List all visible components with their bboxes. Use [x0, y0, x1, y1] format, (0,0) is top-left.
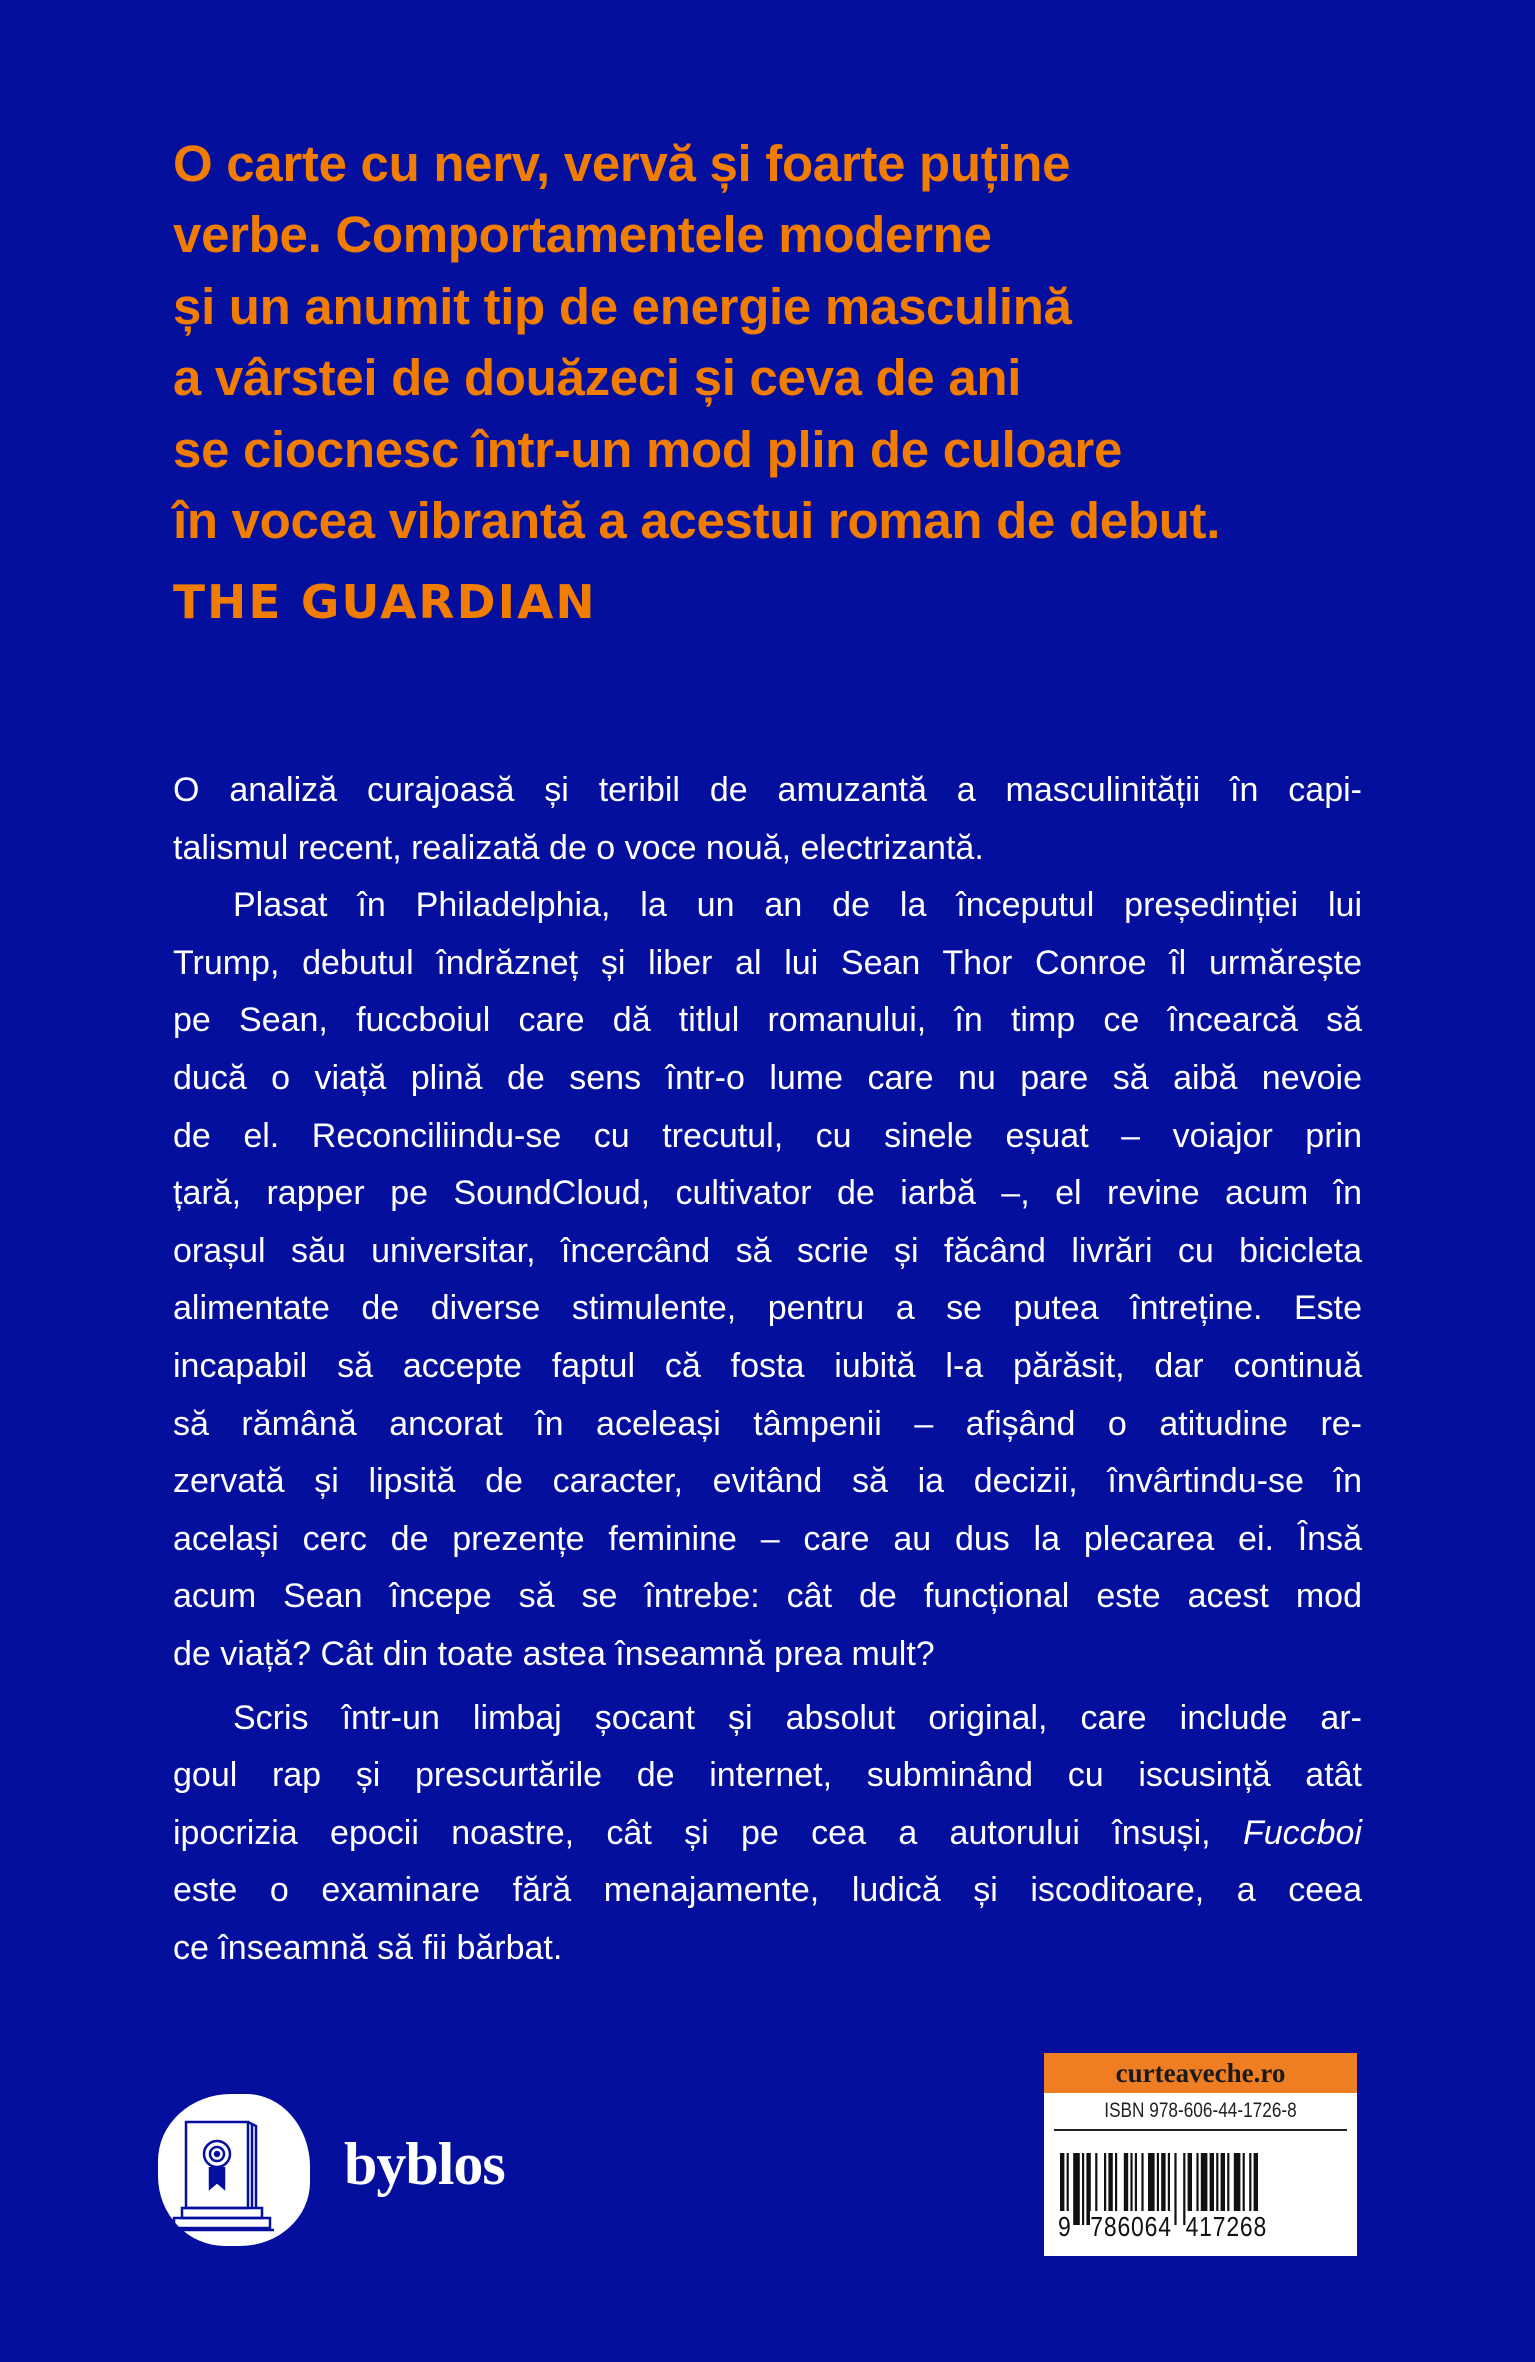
text-line: zervată și lipsită de caracter, evitând să ia decizii, învârtindu-se în [173, 1462, 1362, 1501]
text-line: Scris într-un limbaj șocant și absolut original, care include ar- [233, 1698, 1362, 1737]
barcode-digits-left: 786064 [1090, 2211, 1172, 2242]
text-line: de viață? Cât din toate astea înseamnă prea mult? [173, 1634, 935, 1673]
quote-line: verbe. Comportamentele moderne [173, 206, 992, 264]
text-line: Trump, debutul îndrăzneț și liber al lui Sean Thor Conroe îl urmărește [173, 943, 1362, 982]
barcode-digits [1058, 2211, 1267, 2243]
text-segment: ipocrizia epocii noastre, cât și pe cea a autorului însuși, [173, 1813, 1243, 1852]
text-line: acum Sean începe să se întrebe: cât de funcțional este acest mod [173, 1577, 1362, 1616]
quote-line: se ciocnesc într-un mod plin de culoare [173, 420, 1123, 478]
barcode-digits-right: 417268 [1185, 2211, 1268, 2242]
publisher-name: byblos [344, 2131, 505, 2197]
text-line: este o examinare fără menajamente, ludică și iscoditoare, a ceea [173, 1871, 1362, 1910]
quote-source: THE GUARDIAN [173, 575, 597, 629]
text-line: ce înseamnă să fii bărbat. [173, 1928, 563, 1967]
quote-line: a vârstei de douăzeci și ceva de ani [173, 349, 1022, 407]
text-line: orașul său universitar, încercând să scrie și făcând livrări cu bicicleta [173, 1231, 1362, 1270]
text-line: incapabil să accepte faptul că fosta iubită l-a părăsit, dar continuă [173, 1346, 1362, 1385]
publisher-website: curteaveche.ro [1044, 2053, 1357, 2093]
book-award-icon [170, 2114, 298, 2232]
text-line: să rămână ancorat în aceleași tâmpenii – afișând o atitudine re- [173, 1404, 1362, 1443]
paragraph-3 [173, 1690, 1362, 1978]
text-line: ducă o viață plină de sens într-o lume care nu pare să aibă nevoie [173, 1058, 1362, 1097]
barcode-digit-first: 9 [1058, 2211, 1072, 2242]
text-line: Plasat în Philadelphia, la un an de la începutul președinției lui [233, 886, 1362, 925]
text-line: goul rap și prescurtările de internet, subminând cu iscusință atât [173, 1756, 1362, 1795]
isbn-barcode-label [1044, 2053, 1357, 2256]
text-line: talismul recent, realizată de o voce nouă, electrizantă. [173, 828, 984, 867]
text-line: de el. Reconciliindu-se cu trecutul, cu sinele eșuat – voiajor prin [173, 1116, 1362, 1155]
text-line: alimentate de diverse stimulente, pentru a se putea întreține. Este [173, 1289, 1362, 1328]
paragraph-1 [173, 762, 1362, 877]
quote-line: și un anumit tip de energie masculină [173, 277, 1072, 335]
press-quote [173, 128, 1413, 556]
quote-line: în vocea vibrantă a acestui roman de debut. [173, 492, 1221, 550]
book-title: Fuccboi [1242, 1813, 1362, 1852]
book-description [173, 762, 1362, 1977]
divider [1054, 2129, 1347, 2131]
text-line: țară, rapper pe SoundCloud, cultivator de iarbă –, el revine acum în [173, 1174, 1362, 1213]
text-line [173, 1805, 1362, 1863]
text-line: pe Sean, fuccboiul care dă titlul romanului, în timp ce încearcă să [173, 1001, 1362, 1040]
text-line: același cerc de prezențe feminine – care au dus la plecarea ei. Însă [173, 1519, 1362, 1558]
quote-line: O carte cu nerv, vervă și foarte puține [173, 135, 1071, 192]
text-line: O analiză curajoasă și teribil de amuzantă a masculinității în capi- [173, 771, 1362, 809]
paragraph-2 [173, 877, 1362, 1683]
publisher-logo [158, 2094, 310, 2246]
isbn-number: ISBN 978-606-44-1726-8 [1104, 2099, 1297, 2122]
